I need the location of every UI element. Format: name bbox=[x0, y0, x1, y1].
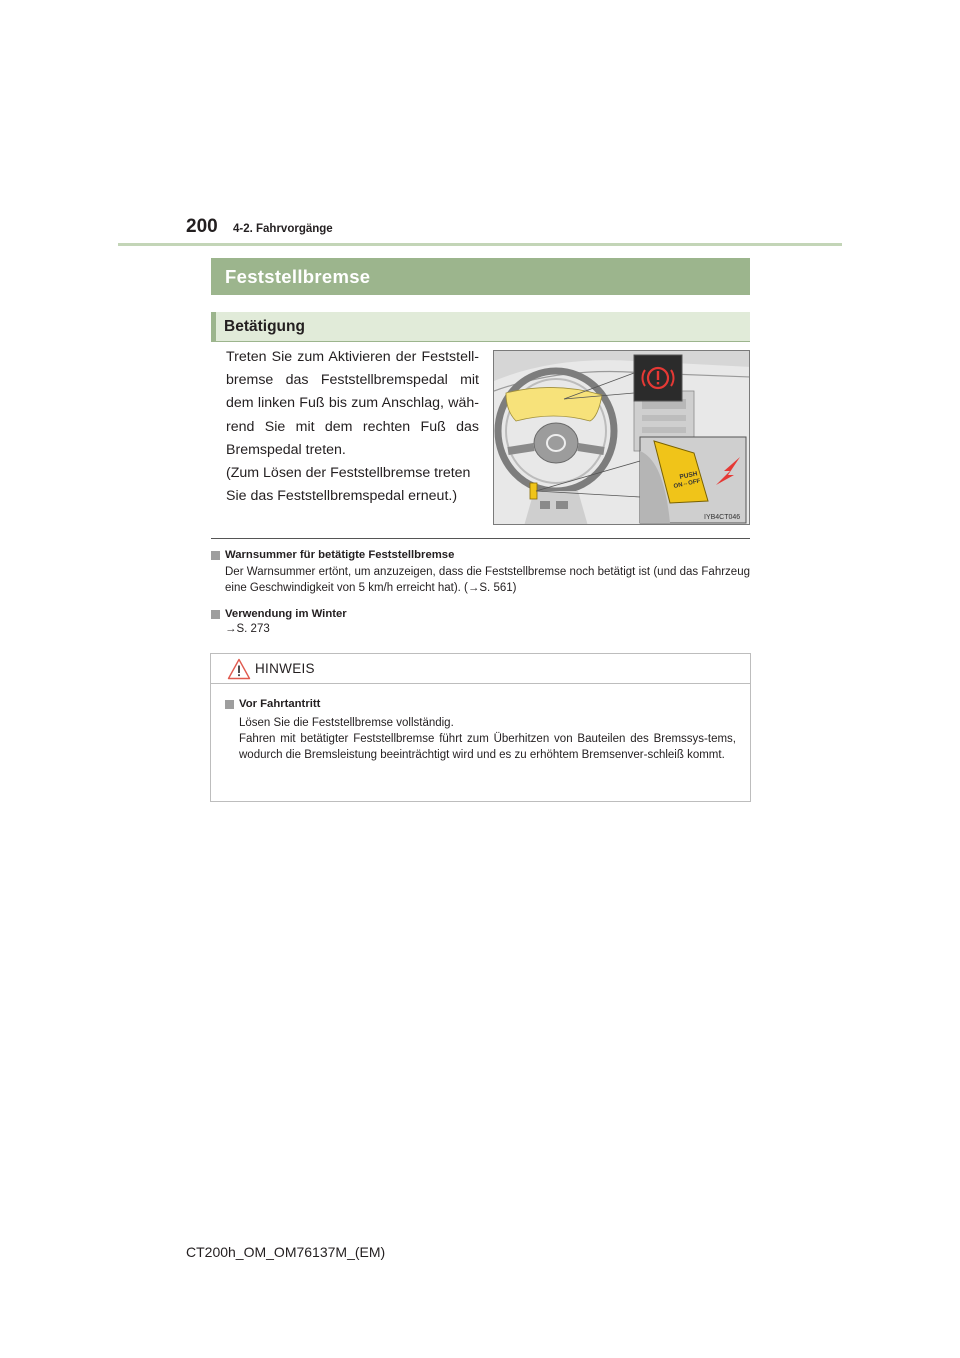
hinweis-item-heading-text: Vor Fahrtantritt bbox=[239, 698, 321, 710]
warning-triangle-icon bbox=[227, 658, 251, 680]
subsection-accent bbox=[211, 312, 216, 341]
header-rule bbox=[118, 243, 842, 246]
pedal-on-off-label: ON⇔OFF bbox=[673, 478, 701, 490]
subsection-bar bbox=[211, 312, 750, 342]
note-body: Der Warnsummer ertönt, um anzuzeigen, dass die Feststellbremse noch betätigt ist (und das Fahrzeug eine Geschwindigkeit von 5 km/h erreicht hat). (→S. 561) bbox=[225, 566, 750, 594]
parking-brake-pedal-highlight bbox=[530, 483, 537, 499]
hinweis-line-1: Lösen Sie die Feststellbremse vollständig. bbox=[239, 717, 454, 729]
footer-code: CT200h_OM_OM76137M_(EM) bbox=[186, 1244, 386, 1260]
hinweis-header bbox=[211, 654, 750, 684]
note-winter-use bbox=[211, 608, 750, 635]
note-page-reference: →S. 273 bbox=[225, 623, 270, 635]
hinweis-item-heading bbox=[225, 698, 736, 710]
operation-instructions bbox=[226, 346, 479, 508]
page-number: 200 bbox=[186, 216, 218, 237]
bullet-square-icon bbox=[211, 551, 220, 560]
note-warning-buzzer bbox=[211, 549, 750, 596]
section-title: Feststellbremse bbox=[225, 266, 371, 287]
operation-release-text: (Zum Lösen der Feststellbremse treten Sie das Feststellbremspedal erneut.) bbox=[226, 465, 471, 505]
section-divider bbox=[211, 538, 750, 539]
hinweis-item bbox=[211, 698, 750, 763]
hinweis-box bbox=[210, 653, 751, 802]
instrument-cluster-highlight bbox=[506, 387, 602, 421]
figure-code: IYB4CT046 bbox=[704, 514, 741, 521]
pedal-push-label: PUSH bbox=[678, 470, 699, 481]
hinweis-item-body bbox=[225, 715, 736, 763]
subsection-title: Betätigung bbox=[224, 318, 305, 335]
dashboard-illustration bbox=[494, 351, 750, 525]
section-reference: 4-2. Fahrvorgänge bbox=[233, 223, 333, 235]
note-heading-text: Verwendung im Winter bbox=[225, 608, 347, 620]
parking-brake-figure bbox=[493, 350, 750, 525]
hinweis-title: HINWEIS bbox=[255, 661, 315, 676]
operation-text: Treten Sie zum Aktivieren der Feststell-bremse das Feststellbremspedal mit dem linken Fuß bis zum Anschlag, wäh-rend Sie mit dem rechten Fuß das Bremspedal treten. bbox=[226, 349, 479, 458]
bullet-square-icon bbox=[225, 700, 234, 709]
hinweis-line-2: Fahren mit betätigter Feststellbremse führt zum Überhitzen von Bauteilen des Bremssys-tems, wodurch die Bremsleistung beeinträchtigt wird und es zu erhöhtem Bremsenver-schleiß kommt. bbox=[239, 733, 736, 761]
bullet-square-icon bbox=[211, 610, 220, 619]
note-heading-text: Warnsummer für betätigte Feststellbremse bbox=[225, 549, 455, 561]
note-heading bbox=[211, 549, 750, 561]
note-heading bbox=[211, 608, 750, 620]
section-title-bar bbox=[211, 258, 750, 295]
